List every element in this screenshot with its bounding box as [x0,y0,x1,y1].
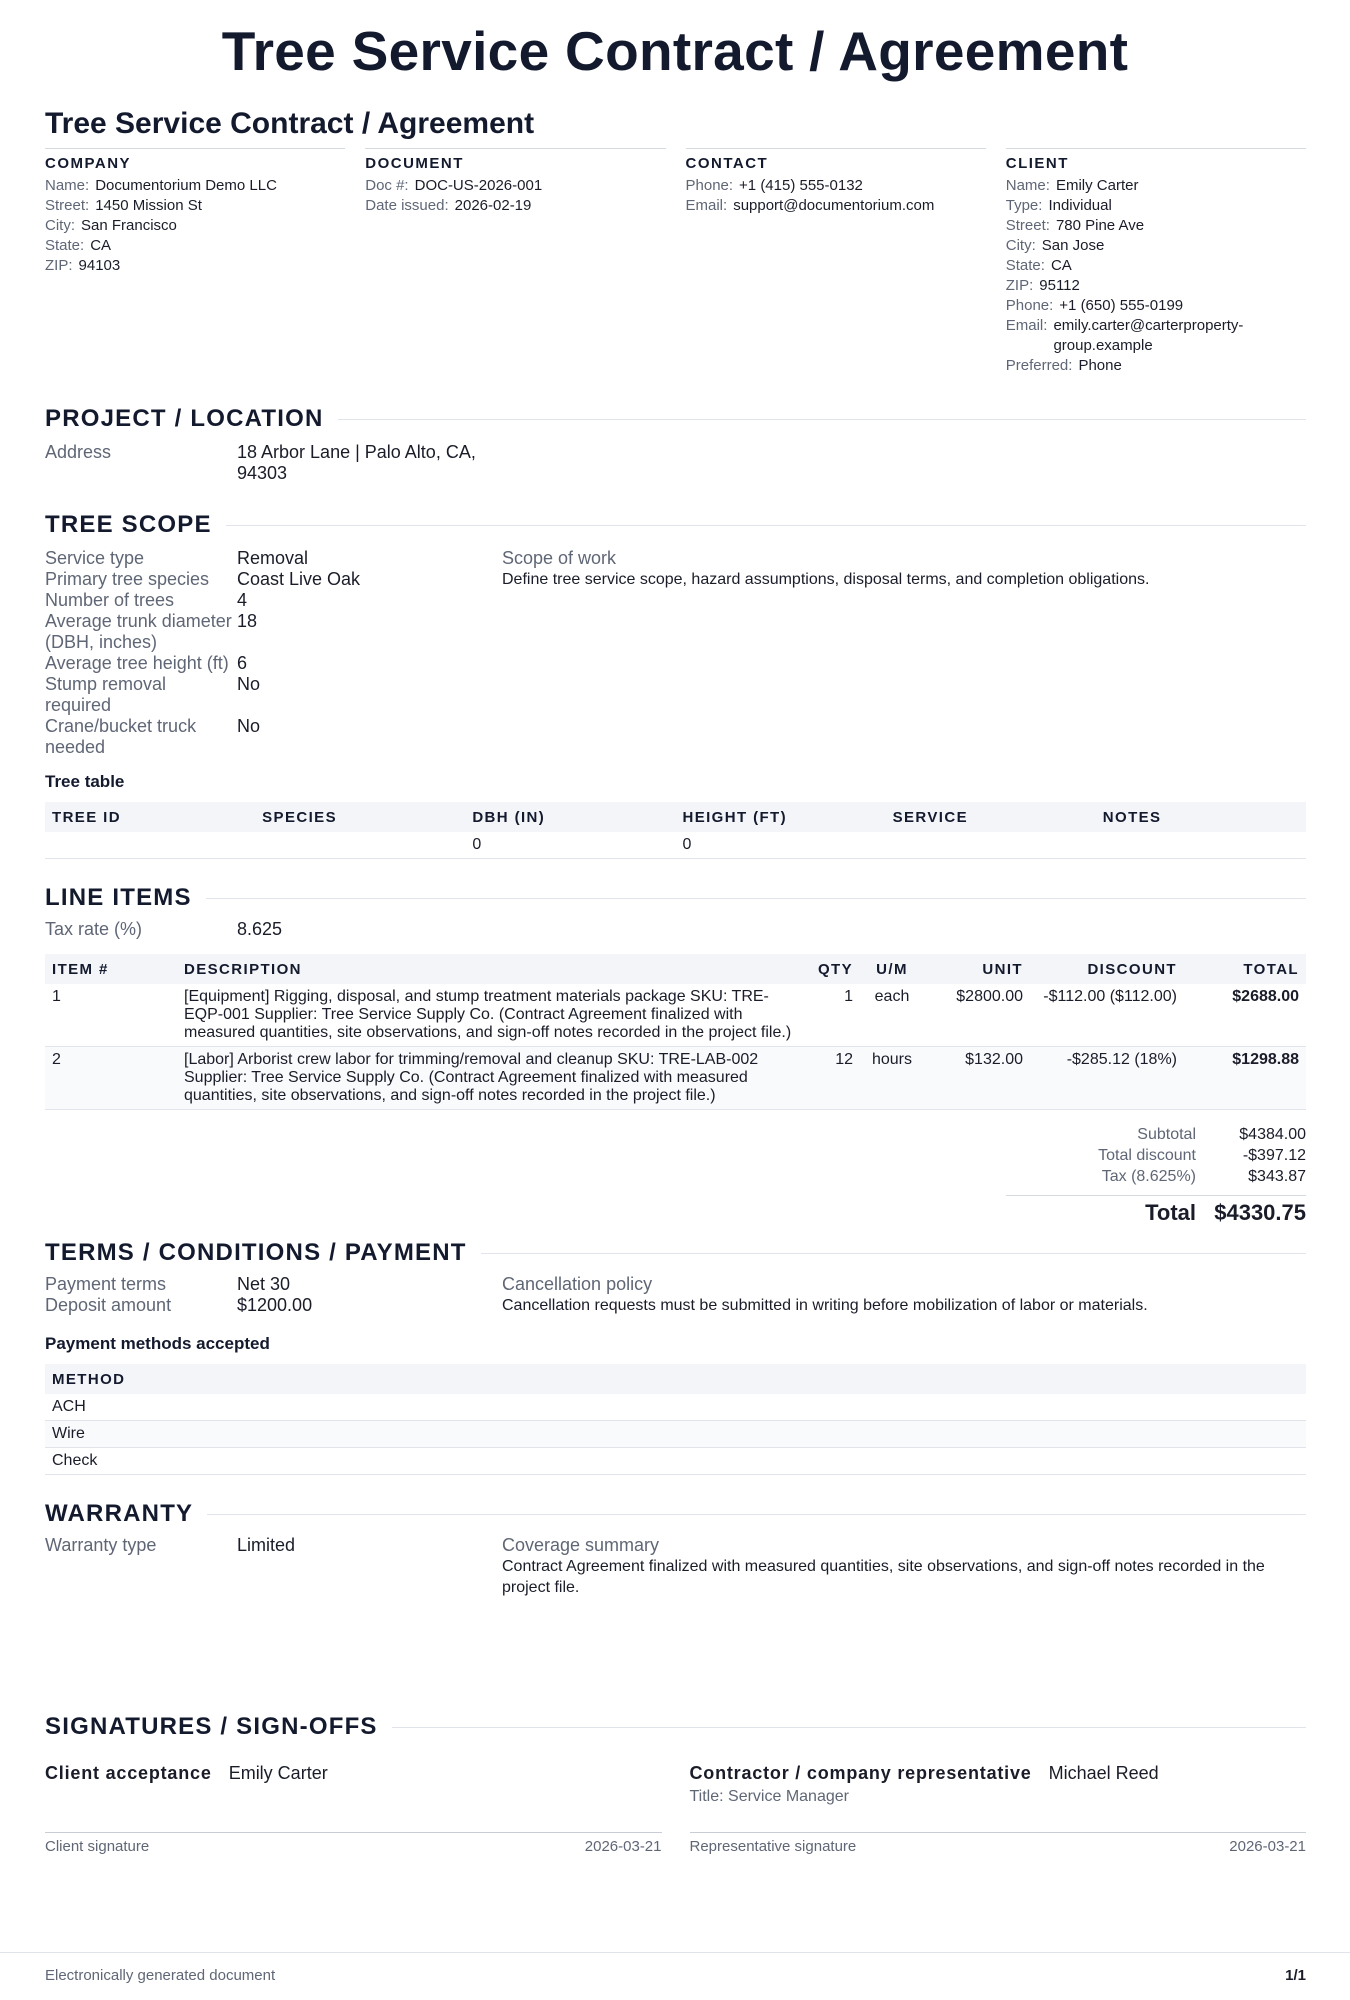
totals-label: Total discount [1098,1147,1196,1164]
info-value: CA [1050,257,1072,274]
totals-row [1006,1124,1306,1145]
scope-heading-row [45,508,1306,542]
info-label: Name: [45,177,90,194]
info-row [365,176,665,196]
item-number: 1 [45,984,177,1047]
totals-label: Subtotal [1137,1126,1196,1143]
coverage-summary [502,1535,1306,1598]
tree-col-header: SERVICE [886,802,1096,832]
info-label: ZIP: [1005,277,1034,294]
tax-rate-label: Tax rate (%) [45,919,143,939]
tree-table [45,802,1306,859]
contact-heading: CONTACT [685,155,769,172]
info-row [686,196,986,216]
contact-block [686,148,986,376]
contractor-signature-label: Representative signature [689,1838,857,1855]
info-value: San Jose [1041,237,1105,254]
document-content [45,106,1306,1855]
scope-fields [45,548,1306,758]
info-value: 95112 [1039,277,1080,294]
col-um: U/M [860,954,924,984]
payment-method: ACH [45,1394,1306,1421]
totals-value: $343.87 [1248,1168,1306,1185]
table-row [45,1448,1306,1475]
field-label: Service type [45,548,145,568]
scope-of-work-value: Define tree service scope, hazard assumptions, disposal terms, and completion obligations. [502,571,1150,588]
info-label: Street: [45,197,90,214]
info-row [1006,296,1306,316]
coverage-summary-label: Coverage summary [502,1535,660,1555]
item-um: each [860,984,924,1047]
section-divider [206,898,1306,899]
tree-cell: 0 [465,832,675,859]
field-value: Removal [237,548,309,568]
info-label: State: [1005,257,1045,274]
signatures-heading: SIGNATURES / SIGN-OFFS [45,1713,378,1740]
tree-cell [886,832,1096,859]
info-value: Phone [1078,357,1122,374]
col-item: ITEM # [45,954,177,984]
contractor-row [690,1762,1307,1784]
terms-section [45,1236,1306,1475]
info-row [686,176,986,196]
item-unit: $132.00 [924,1047,1030,1110]
payment-method: Check [45,1448,1306,1475]
info-label: State: [45,237,85,254]
col-method: METHOD [45,1364,1306,1394]
table-row [45,1394,1306,1421]
signatures-section [45,1710,1306,1855]
section-divider [392,1727,1306,1728]
field-value: 18 [237,611,258,631]
field-label: Primary tree species [45,569,210,589]
item-total: $2688.00 [1184,984,1306,1047]
payment-methods-title: Payment methods accepted [45,1334,270,1353]
tree-col-header: TREE ID [45,802,255,832]
info-value: 94103 [78,257,121,274]
line-items-heading-row [45,881,1306,915]
field-label: Number of trees [45,590,175,610]
info-label: Phone: [1005,297,1054,314]
contractor-signature-block [690,1762,1307,1855]
project-address-label: Address [45,442,112,462]
info-value: San Francisco [81,217,177,234]
field-row [45,590,502,611]
project-heading: PROJECT / LOCATION [45,405,324,432]
project-address-row [45,442,1306,484]
item-description: [Labor] Arborist crew labor for trimming/removal and cleanup SKU: TRE-LAB-002 Supplier: Tree Service Supply Co. (Contract Agreement finalized with measured quantities, site observations, and sign-off notes recorded in the project file.) [177,1047,804,1110]
grand-total-label: Total [1145,1200,1196,1225]
tree-cell [1096,832,1306,859]
page-number: 1/1 [1285,1967,1306,1984]
table-row [45,832,1306,859]
warranty-heading-row [45,1497,1306,1531]
footer-note: Electronically generated document [45,1967,276,1984]
field-label: Deposit amount [45,1295,172,1315]
info-row [365,196,665,216]
signatures-heading-row [45,1710,1306,1744]
contractor-signature-line[interactable] [690,1832,1307,1855]
item-description: [Equipment] Rigging, disposal, and stump treatment materials package SKU: TRE-EQP-001 Supplier: Tree Service Supply Co. (Contract Agreement finalized with measured quantities, site observations, and sign-off notes recorded in the project file.) [177,984,804,1047]
info-label: Phone: [685,177,734,194]
scope-of-work-label: Scope of work [502,548,617,568]
project-section [45,402,1306,484]
client-acceptance-label: Client acceptance [45,1763,212,1783]
tax-rate-row [45,919,1306,940]
warranty-type-row [45,1535,502,1556]
page-title: Tree Service Contract / Agreement [221,20,1129,82]
info-label: Preferred: [1005,357,1073,374]
line-items-heading: LINE ITEMS [45,884,192,911]
col-total: TOTAL [1184,954,1306,984]
coverage-summary-value: Contract Agreement finalized with measured quantities, site observations, and sign-off notes recorded in the project file. [502,1558,1265,1596]
tree-table-title: Tree table [45,772,125,791]
company-heading: COMPANY [45,155,132,172]
field-label: Average tree height (ft) [45,653,229,673]
tree-col-header: NOTES [1096,802,1306,832]
field-row [45,1295,502,1316]
info-label: Date issued: [365,197,449,214]
tree-col-header: SPECIES [255,802,465,832]
scope-heading: TREE SCOPE [45,511,212,538]
contractor-name: Michael Reed [1048,1763,1159,1783]
item-unit: $2800.00 [924,984,1030,1047]
cancellation-policy-label: Cancellation policy [502,1274,653,1294]
info-label: Name: [1005,177,1050,194]
scope-of-work [502,548,1306,758]
client-signature-block [45,1762,662,1855]
tree-cell [45,832,255,859]
project-heading-row [45,402,1306,436]
client-acceptance-name: Emily Carter [228,1763,328,1783]
item-qty: 1 [804,984,860,1047]
contractor-label: Contractor / company representative [689,1763,1032,1783]
info-label: Street: [1005,217,1050,234]
client-signature-label: Client signature [45,1838,150,1855]
document-block [365,148,665,376]
info-row [45,176,345,196]
field-row [45,569,502,590]
info-grid [45,148,1306,376]
item-number: 2 [45,1047,177,1110]
warranty-section [45,1497,1306,1598]
field-label: Crane/bucket truck needed [45,716,197,757]
totals-label: Tax (8.625%) [1101,1168,1196,1185]
field-row [45,674,502,716]
info-value: Individual [1048,197,1112,214]
warranty-fields [45,1535,1306,1598]
totals-block [1006,1124,1306,1226]
table-row [45,1047,1306,1110]
grand-total-row [1006,1195,1306,1226]
item-discount: -$285.12 (18%) [1030,1047,1184,1110]
tree-col-header: DBH (IN) [465,802,675,832]
info-value: DOC-US-2026-001 [414,177,543,194]
col-discount: DISCOUNT [1030,954,1184,984]
field-value: 6 [237,653,248,673]
info-value: 780 Pine Ave [1055,217,1145,234]
section-divider [207,1514,1306,1515]
payment-methods-table [45,1364,1306,1475]
info-row [1006,356,1306,376]
client-acceptance-row [45,1762,662,1784]
item-discount: -$112.00 ($112.00) [1030,984,1184,1047]
info-value: +1 (415) 555-0132 [739,177,863,194]
totals-row [1006,1145,1306,1166]
field-row [45,653,502,674]
info-label: City: [45,217,75,234]
field-label: Stump removal required [45,674,167,715]
terms-field-list [45,1274,502,1316]
info-label: ZIP: [45,257,73,274]
col-qty: QTY [804,954,860,984]
info-label: Email: [1005,317,1048,334]
field-row [45,1274,502,1295]
tree-cell [255,832,465,859]
info-value: 2026-02-19 [454,197,532,214]
info-row [45,236,345,256]
field-label: Payment terms [45,1274,167,1294]
scope-field-list [45,548,502,758]
item-qty: 12 [804,1047,860,1110]
warranty-type-label: Warranty type [45,1535,157,1555]
client-signature-line[interactable] [45,1832,662,1855]
terms-fields [45,1274,1306,1316]
info-value: Emily Carter [1055,177,1139,194]
info-row [1006,276,1306,296]
contractor-title: Title: Service Manager [689,1788,849,1805]
table-row [45,1421,1306,1448]
info-row [45,256,345,276]
grand-total-value: $4330.75 [1214,1200,1306,1225]
info-row [1006,176,1306,196]
info-value: Documentorium Demo LLC [95,177,277,194]
info-row [1006,316,1306,356]
section-divider [338,419,1307,420]
project-address-value: 18 Arbor Lane | Palo Alto, CA, 94303 [237,442,476,483]
field-value: No [237,716,261,736]
field-value: Coast Live Oak [237,569,361,589]
tree-col-header: HEIGHT (FT) [675,802,885,832]
field-value: $1200.00 [237,1295,313,1315]
info-row [1006,256,1306,276]
client-heading: CLIENT [1005,155,1069,172]
info-label: Doc #: [365,177,409,194]
item-total: $1298.88 [1184,1047,1306,1110]
document-heading: DOCUMENT [365,155,464,172]
field-label: Average trunk diameter (DBH, inches) [45,611,232,652]
totals-value: -$397.12 [1242,1147,1306,1164]
signature-blocks [45,1762,1306,1855]
field-row [45,548,502,569]
info-row [1006,196,1306,216]
table-row [45,984,1306,1047]
col-unit: UNIT [924,954,1030,984]
warranty-field-list [45,1535,502,1598]
cancellation-policy [502,1274,1306,1316]
payment-method: Wire [45,1421,1306,1448]
contractor-signature-date: 2026-03-21 [1229,1838,1306,1855]
totals-value: $4384.00 [1239,1126,1306,1143]
document-subtitle: Tree Service Contract / Agreement [45,107,535,140]
line-items-table [45,954,1306,1110]
client-block [1006,148,1306,376]
field-value: No [237,674,261,694]
info-value: 1450 Mission St [95,197,202,214]
info-value: emily.carter@carterproperty-group.example [1053,317,1244,354]
tax-rate-value: 8.625 [237,919,283,939]
line-items-section [45,881,1306,1226]
terms-heading-row [45,1236,1306,1270]
scope-section [45,508,1306,859]
info-row [45,216,345,236]
info-label: City: [1005,237,1036,254]
section-divider [226,525,1306,526]
info-value: support@documentorium.com [733,197,935,214]
page-footer [0,1952,1350,1984]
client-signature-date: 2026-03-21 [584,1838,662,1855]
info-label: Email: [685,197,728,214]
info-row [1006,216,1306,236]
terms-heading: TERMS / CONDITIONS / PAYMENT [45,1239,467,1266]
section-divider [481,1253,1306,1254]
info-value: +1 (650) 555-0199 [1059,297,1184,314]
info-row [45,196,345,216]
company-block [45,148,345,376]
tree-cell: 0 [675,832,885,859]
info-value: CA [90,237,112,254]
field-row [45,716,502,758]
item-um: hours [860,1047,924,1110]
cancellation-policy-value: Cancellation requests must be submitted in writing before mobilization of labor or materials. [502,1297,1148,1314]
info-label: Type: [1005,197,1043,214]
info-row [1006,236,1306,256]
warranty-type-value: Limited [237,1535,296,1555]
field-row [45,611,502,653]
warranty-heading: WARRANTY [45,1500,194,1527]
field-value: 4 [237,590,248,610]
field-value: Net 30 [237,1274,291,1294]
col-description: DESCRIPTION [177,954,804,984]
totals-row [1006,1166,1306,1187]
